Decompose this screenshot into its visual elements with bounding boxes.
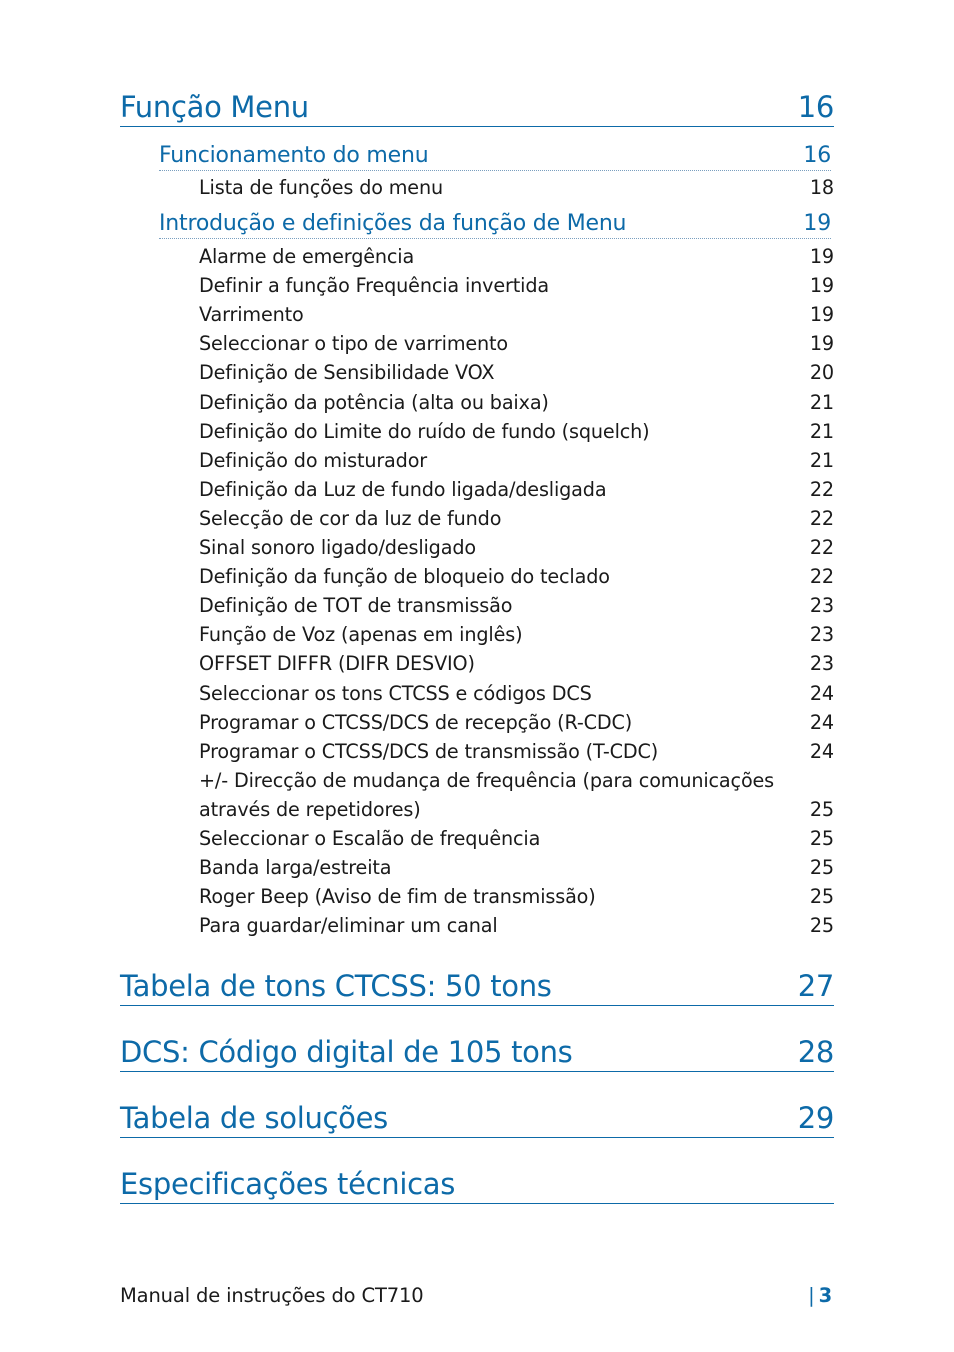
toc-entry-title: Definição da função de bloqueio do teclado (199, 565, 610, 589)
toc-entry-title: Definição de Sensibilidade VOX (199, 361, 495, 385)
toc-entry-page: 21 (809, 419, 834, 443)
toc-entry-page: 21 (809, 448, 834, 472)
toc-entry-page: 19 (809, 274, 834, 298)
toc-entry-title: Varrimento (199, 303, 304, 327)
toc-heading-funcao-menu[interactable] (120, 88, 834, 127)
toc-entry[interactable] (199, 242, 834, 271)
toc-entry-page: 25 (809, 856, 834, 880)
heading-page: 16 (797, 90, 834, 124)
toc-entry-title: Banda larga/estreita (199, 856, 392, 880)
toc-entry-title: Roger Beep (Aviso de fim de transmissão) (199, 885, 596, 909)
toc-entry[interactable] (199, 882, 834, 911)
toc-entry-title: Definição de TOT de transmissão (199, 594, 513, 618)
toc-entry-page: 25 (809, 826, 834, 850)
toc-entry[interactable] (199, 300, 834, 329)
toc-entry-title: Definição da Luz de fundo ligada/desligada (199, 477, 607, 501)
toc-entry[interactable] (199, 173, 834, 202)
toc-entry-page: 25 (809, 914, 834, 938)
heading-page: 29 (797, 1101, 834, 1136)
table-of-contents (120, 88, 834, 1204)
toc-entry-page: 23 (809, 652, 834, 676)
subheading-page: 16 (803, 143, 831, 168)
heading-title: Especificações técnicas (120, 1167, 456, 1202)
toc-entry-page: 22 (809, 477, 834, 501)
toc-entry-page: 21 (809, 390, 834, 414)
toc-heading-dcs[interactable] (120, 1033, 834, 1072)
toc-entry[interactable] (199, 329, 834, 358)
toc-entry[interactable] (199, 591, 834, 620)
toc-heading-solucoes[interactable] (120, 1099, 834, 1138)
toc-subheading-funcionamento[interactable] (159, 141, 831, 171)
toc-entry-page: 19 (809, 245, 834, 269)
toc-entry[interactable] (199, 358, 834, 387)
toc-entry-page: 20 (809, 361, 834, 385)
toc-entries-funcionamento (199, 173, 834, 202)
footer-page-value: 3 (818, 1284, 832, 1307)
toc-entry-title: Definição da potência (alta ou baixa) (199, 390, 549, 414)
subheading-title: Funcionamento do menu (159, 143, 429, 168)
toc-entry[interactable] (199, 475, 834, 504)
toc-entry-page: 25 (809, 885, 834, 909)
toc-entry-page: 19 (809, 303, 834, 327)
toc-entry-title: Selecção de cor da luz de fundo (199, 506, 502, 530)
toc-entry-page: 22 (809, 565, 834, 589)
toc-entry-title: Programar o CTCSS/DCS de transmissão (T-CDC) (199, 739, 659, 763)
footer-separator: | (808, 1284, 815, 1307)
toc-entry[interactable] (199, 766, 834, 824)
toc-entry[interactable] (199, 911, 834, 940)
toc-entry[interactable] (199, 562, 834, 591)
toc-entry[interactable] (199, 853, 834, 882)
toc-heading-ctcss[interactable] (120, 967, 834, 1006)
toc-subheading-introducao[interactable] (159, 209, 831, 239)
toc-entry-title: Função de Voz (apenas em inglês) (199, 623, 523, 647)
toc-entry[interactable] (199, 533, 834, 562)
heading-title: Tabela de tons CTCSS: 50 tons (120, 969, 552, 1004)
toc-entry[interactable] (199, 417, 834, 446)
toc-entry-title: Sinal sonoro ligado/desligado (199, 536, 476, 560)
heading-title: DCS: Código digital de 105 tons (120, 1035, 573, 1070)
subheading-title: Introdução e definições da função de Menu (159, 211, 627, 237)
heading-title: Tabela de soluções (120, 1101, 388, 1136)
toc-entry-page: 25 (809, 797, 834, 821)
toc-entry-page: 19 (809, 332, 834, 356)
toc-entry[interactable] (199, 679, 834, 708)
heading-page: 28 (797, 1035, 834, 1070)
toc-entry-title: Definir a função Frequência invertida (199, 274, 549, 298)
toc-entry-page: 23 (809, 623, 834, 647)
toc-entry-page: 18 (809, 176, 834, 199)
heading-page: 27 (797, 969, 834, 1004)
toc-entry-title: Seleccionar os tons CTCSS e códigos DCS (199, 681, 592, 705)
toc-entry-title: Para guardar/eliminar um canal (199, 914, 498, 938)
heading-title: Função Menu (120, 90, 309, 124)
toc-entry[interactable] (199, 620, 834, 649)
toc-entry-title: Definição do misturador (199, 448, 428, 472)
toc-entry-title: Seleccionar o Escalão de frequência (199, 826, 541, 850)
toc-entry-title: OFFSET DIFFR (DIFR DESVIO) (199, 652, 475, 676)
toc-entry-page: 22 (809, 536, 834, 560)
toc-entry-title: Definição do Limite do ruído de fundo (squelch) (199, 419, 650, 443)
toc-entry[interactable] (199, 824, 834, 853)
toc-entry[interactable] (199, 388, 834, 417)
toc-entry-title: +/- Direcção de mudança de frequência (para comunicações através de repetidores) (199, 768, 775, 821)
toc-heading-especificacoes[interactable] (120, 1165, 834, 1204)
toc-entry-page: 22 (809, 506, 834, 530)
toc-entries-introducao (199, 242, 834, 940)
toc-entry-title: Programar o CTCSS/DCS de recepção (R-CDC) (199, 710, 633, 734)
page-footer (120, 1284, 832, 1307)
toc-entry-page: 24 (809, 681, 834, 705)
toc-entry-title: Alarme de emergência (199, 245, 415, 269)
toc-entry-page: 24 (809, 739, 834, 763)
toc-entry-title: Lista de funções do menu (199, 176, 443, 199)
subheading-page: 19 (803, 211, 831, 237)
toc-entry[interactable] (199, 504, 834, 533)
toc-entry-page: 23 (809, 594, 834, 618)
toc-entry[interactable] (199, 649, 834, 678)
toc-entry-page: 24 (809, 710, 834, 734)
toc-entry[interactable] (199, 737, 834, 766)
toc-entry[interactable] (199, 446, 834, 475)
footer-page-number (808, 1284, 832, 1307)
toc-entry-title: Seleccionar o tipo de varrimento (199, 332, 508, 356)
toc-entry[interactable] (199, 708, 834, 737)
footer-manual-title: Manual de instruções do CT710 (120, 1284, 424, 1307)
toc-entry[interactable] (199, 271, 834, 300)
